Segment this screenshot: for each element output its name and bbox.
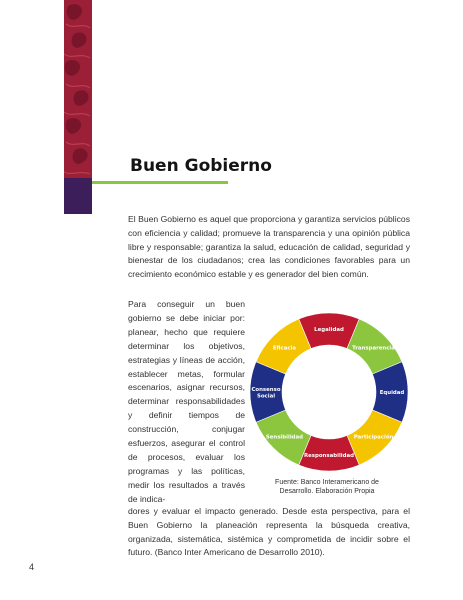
paragraph-planning: Para conseguir un buen gobierno se debe iniciar por: planear, hecho que requiere determinar los objetivos, estrategias y líneas de acción, establecer metas, formular escenarios, asignar recursos, determinar responsabilidades y definir tiempos de construcción, conjugar esfuerzos, asegurar el control de procesos, evaluar los programas y las políticas, medir los resultados a través de indica-: [128, 299, 245, 504]
page-number: 4: [29, 562, 35, 572]
chart-caption: [252, 478, 402, 496]
donut-label-legalidad: Legalidad: [314, 327, 344, 333]
section-title: Buen Gobierno: [130, 156, 272, 176]
decorative-purple-band: [64, 178, 92, 214]
chart-caption-line1: Fuente: Banco Interamericano de: [275, 479, 379, 486]
decorative-red-band: [64, 0, 92, 178]
donut-label-eficacia: Eficacia: [272, 345, 297, 352]
good-governance-donut-chart: [249, 312, 409, 472]
paragraph-intro: El Buen Gobierno es aquel que proporciona y garantiza servicios públicos con eficiencia y calidad; promueve la transparencia y una opinión pública libre y responsable; garantiza la salud, educación de calidad, seguridad y bienestar de los ciudadanos; crea las condiciones favorables para un crecimiento económico estable y es generador del bien común.: [128, 214, 410, 280]
donut-label-participación: Participación: [353, 434, 394, 441]
donut-label-consenso-social: Consenso Social: [251, 386, 281, 400]
paragraph-continued: dores y evaluar el impacto generado. Desde esta perspectiva, para el Buen Gobierno la planeación representa la búsqueda creativa, organizada, sistemática, sistémica y comprometida de incidir sobre el futuro. (Banco Inter Americano de Desarrollo 2010).: [128, 506, 410, 558]
donut-label-responsabilidad: Responsabilidad: [303, 453, 355, 459]
donut-label-transparencia: Transparencia: [352, 345, 395, 352]
donut-label-sensibilidad: Sensibilidad: [265, 434, 304, 441]
title-underline: [92, 181, 228, 184]
donut-label-equidad: Equidad: [379, 390, 405, 396]
chart-caption-line2: Desarrollo. Elaboración Propia: [279, 488, 375, 495]
ornament-pattern: [64, 0, 92, 178]
